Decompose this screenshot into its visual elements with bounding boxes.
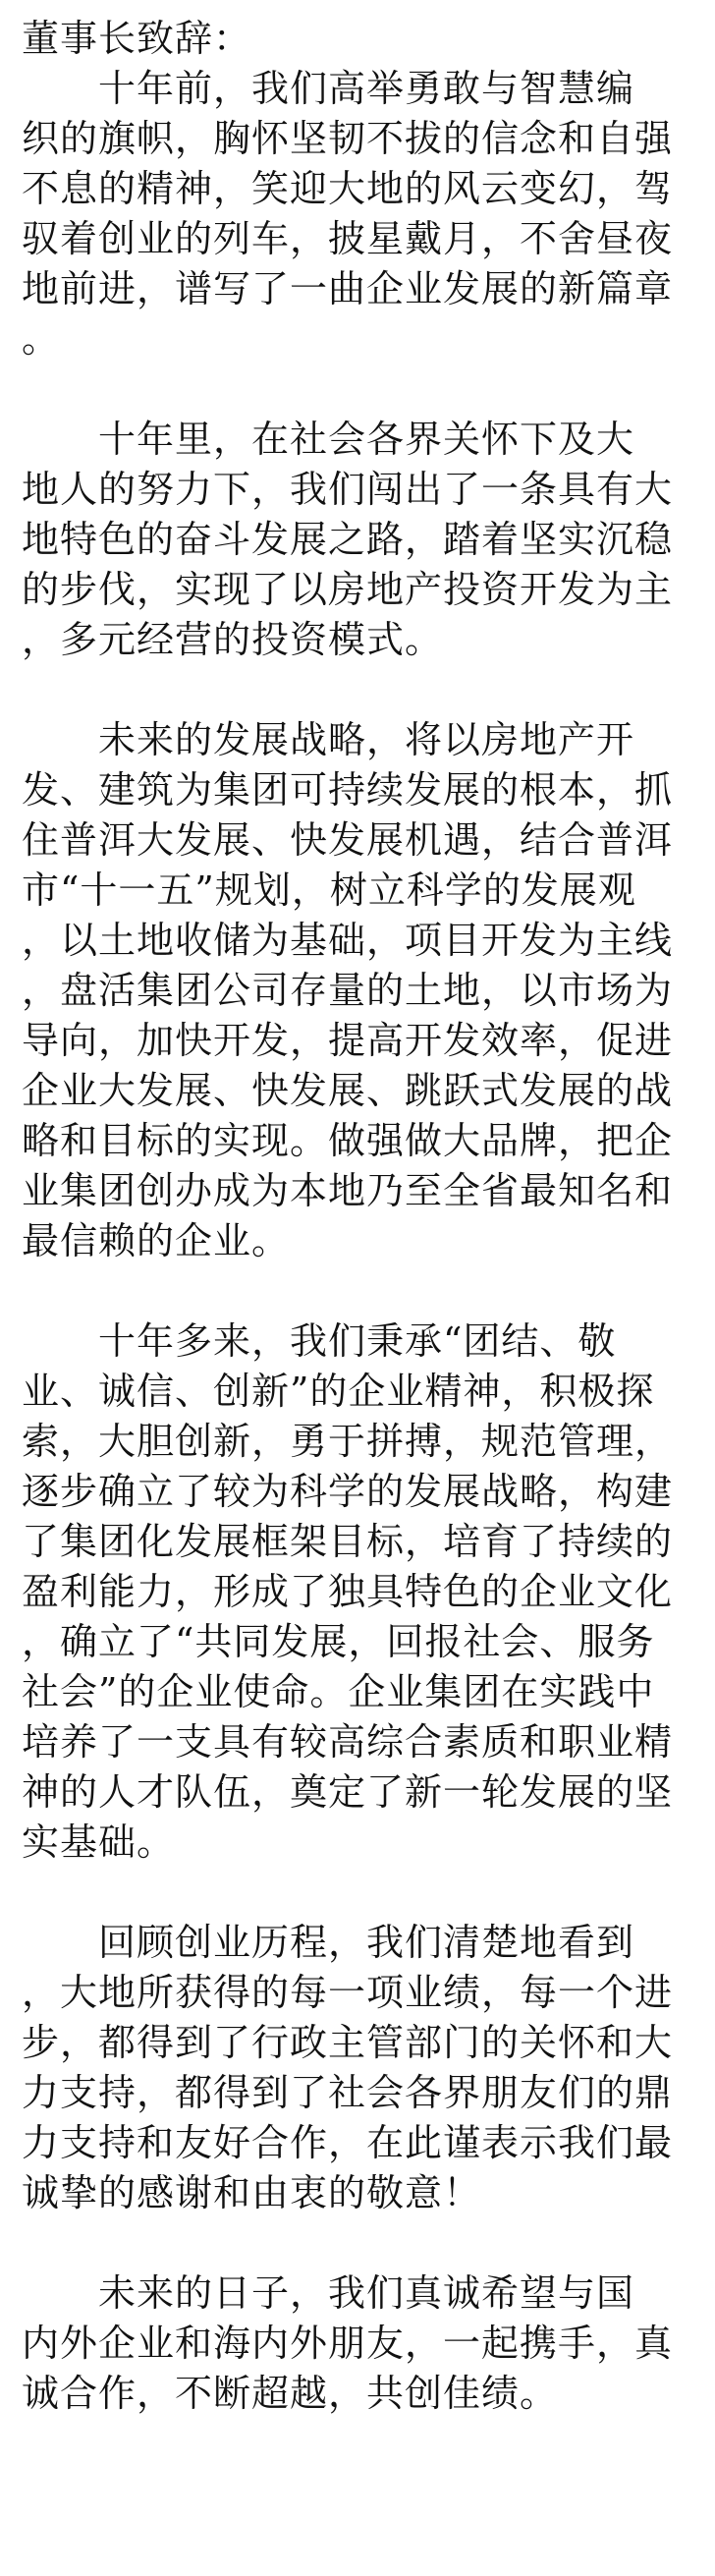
paragraph-spacer <box>22 665 695 715</box>
paragraph-line: 力支持和友好合作，在此谨表示我们最 <box>22 2121 674 2164</box>
paragraph-line: ，盘活集团公司存量的土地，以市场为 <box>22 969 674 1012</box>
paragraph-line: 步，都得到了行政主管部门的关怀和大 <box>22 2021 674 2064</box>
paragraph-line: 盈利能力，形成了独具特色的企业文化 <box>22 1570 674 1613</box>
paragraph-line: 诚挚的感谢和由衷的敬意！ <box>22 2171 482 2214</box>
paragraph-line: 十年里，在社会各界关怀下及大 <box>22 418 635 461</box>
paragraph-line: ，大地所获得的每一项业绩，每一个进 <box>22 1971 674 2014</box>
paragraph-2 <box>22 415 695 665</box>
paragraph-4 <box>22 1316 695 1868</box>
paragraph-line: 业、诚信、创新”的企业精神，积极探 <box>22 1370 655 1413</box>
paragraph-line: 了集团化发展框架目标，培育了持续的 <box>22 1520 674 1563</box>
paragraph-line: 内外企业和海内外朋友，一起携手，真 <box>22 2322 674 2365</box>
letter-body <box>22 14 695 2419</box>
paragraph-line: 索，大胆创新，勇于拼搏，规范管理， <box>22 1420 674 1463</box>
paragraph-line: 略和目标的实现。做强做大品牌，把企 <box>22 1119 674 1162</box>
paragraph-line: 实基础。 <box>22 1820 176 1864</box>
paragraph-spacer <box>22 1868 695 1918</box>
letter-heading: 董事长致辞： <box>22 17 252 60</box>
paragraph-line: 神的人才队伍，奠定了新一轮发展的坚 <box>22 1770 674 1814</box>
paragraph-line: 地特色的奋斗发展之路，踏着坚实沉稳 <box>22 518 674 561</box>
paragraph-line: ，多元经营的投资模式。 <box>22 618 444 661</box>
paragraph-line: 业集团创办成为本地乃至全省最知名和 <box>22 1169 674 1212</box>
paragraph-spacer <box>22 364 695 415</box>
paragraph-line: 地人的努力下，我们闯出了一条具有大 <box>22 468 674 511</box>
paragraph-line: 地前进，谱写了一曲企业发展的新篇章 <box>22 267 674 310</box>
paragraph-line: 逐步确立了较为科学的发展战略，构建 <box>22 1470 674 1513</box>
paragraph-line: 不息的精神，笑迎大地的风云变幻，驾 <box>22 167 674 210</box>
paragraph-line: 的步伐，实现了以房地产投资开发为主 <box>22 568 674 611</box>
paragraph-line: 。 <box>22 317 61 361</box>
paragraph-line: 十年前，我们高举勇敢与智慧编 <box>22 67 635 110</box>
paragraph-line: 力支持，都得到了社会各界朋友们的鼎 <box>22 2071 674 2114</box>
paragraph-1 <box>22 64 695 364</box>
paragraph-line: 十年多来，我们秉承“团结、敬 <box>22 1319 617 1363</box>
paragraph-line: 驭着创业的列车，披星戴月，不舍昼夜 <box>22 217 674 260</box>
paragraph-line: 未来的发展战略，将以房地产开 <box>22 718 635 761</box>
paragraph-line: 诚合作，不断超越，共创佳绩。 <box>22 2372 559 2415</box>
paragraph-5 <box>22 1918 695 2218</box>
paragraph-line: 最信赖的企业。 <box>22 1219 291 1262</box>
paragraph-line: 社会”的企业使命。企业集团在实践中 <box>22 1670 655 1713</box>
paragraph-line: 织的旗帜，胸怀坚韧不拔的信念和自强 <box>22 117 674 160</box>
paragraph-line: ，以土地收储为基础，项目开发为主线 <box>22 919 674 962</box>
paragraph-spacer <box>22 1266 695 1316</box>
paragraph-line: 回顾创业历程，我们清楚地看到 <box>22 1921 635 1964</box>
paragraph-line: 市“十一五”规划，树立科学的发展观 <box>22 868 636 912</box>
paragraph-6 <box>22 2268 695 2419</box>
paragraph-line: 企业大发展、快发展、跳跃式发展的战 <box>22 1069 674 1112</box>
paragraph-line: ，确立了“共同发展，回报社会、服务 <box>22 1620 655 1663</box>
paragraph-line: 住普洱大发展、快发展机遇，结合普洱 <box>22 818 674 862</box>
paragraph-line: 培养了一支具有较高综合素质和职业精 <box>22 1720 674 1764</box>
paragraph-spacer <box>22 2218 695 2268</box>
paragraph-line: 发、建筑为集团可持续发展的根本，抓 <box>22 768 674 812</box>
paragraph-line: 导向，加快开发，提高开发效率，促进 <box>22 1019 674 1062</box>
paragraph-line: 未来的日子，我们真诚希望与国 <box>22 2271 635 2315</box>
paragraph-3 <box>22 715 695 1266</box>
